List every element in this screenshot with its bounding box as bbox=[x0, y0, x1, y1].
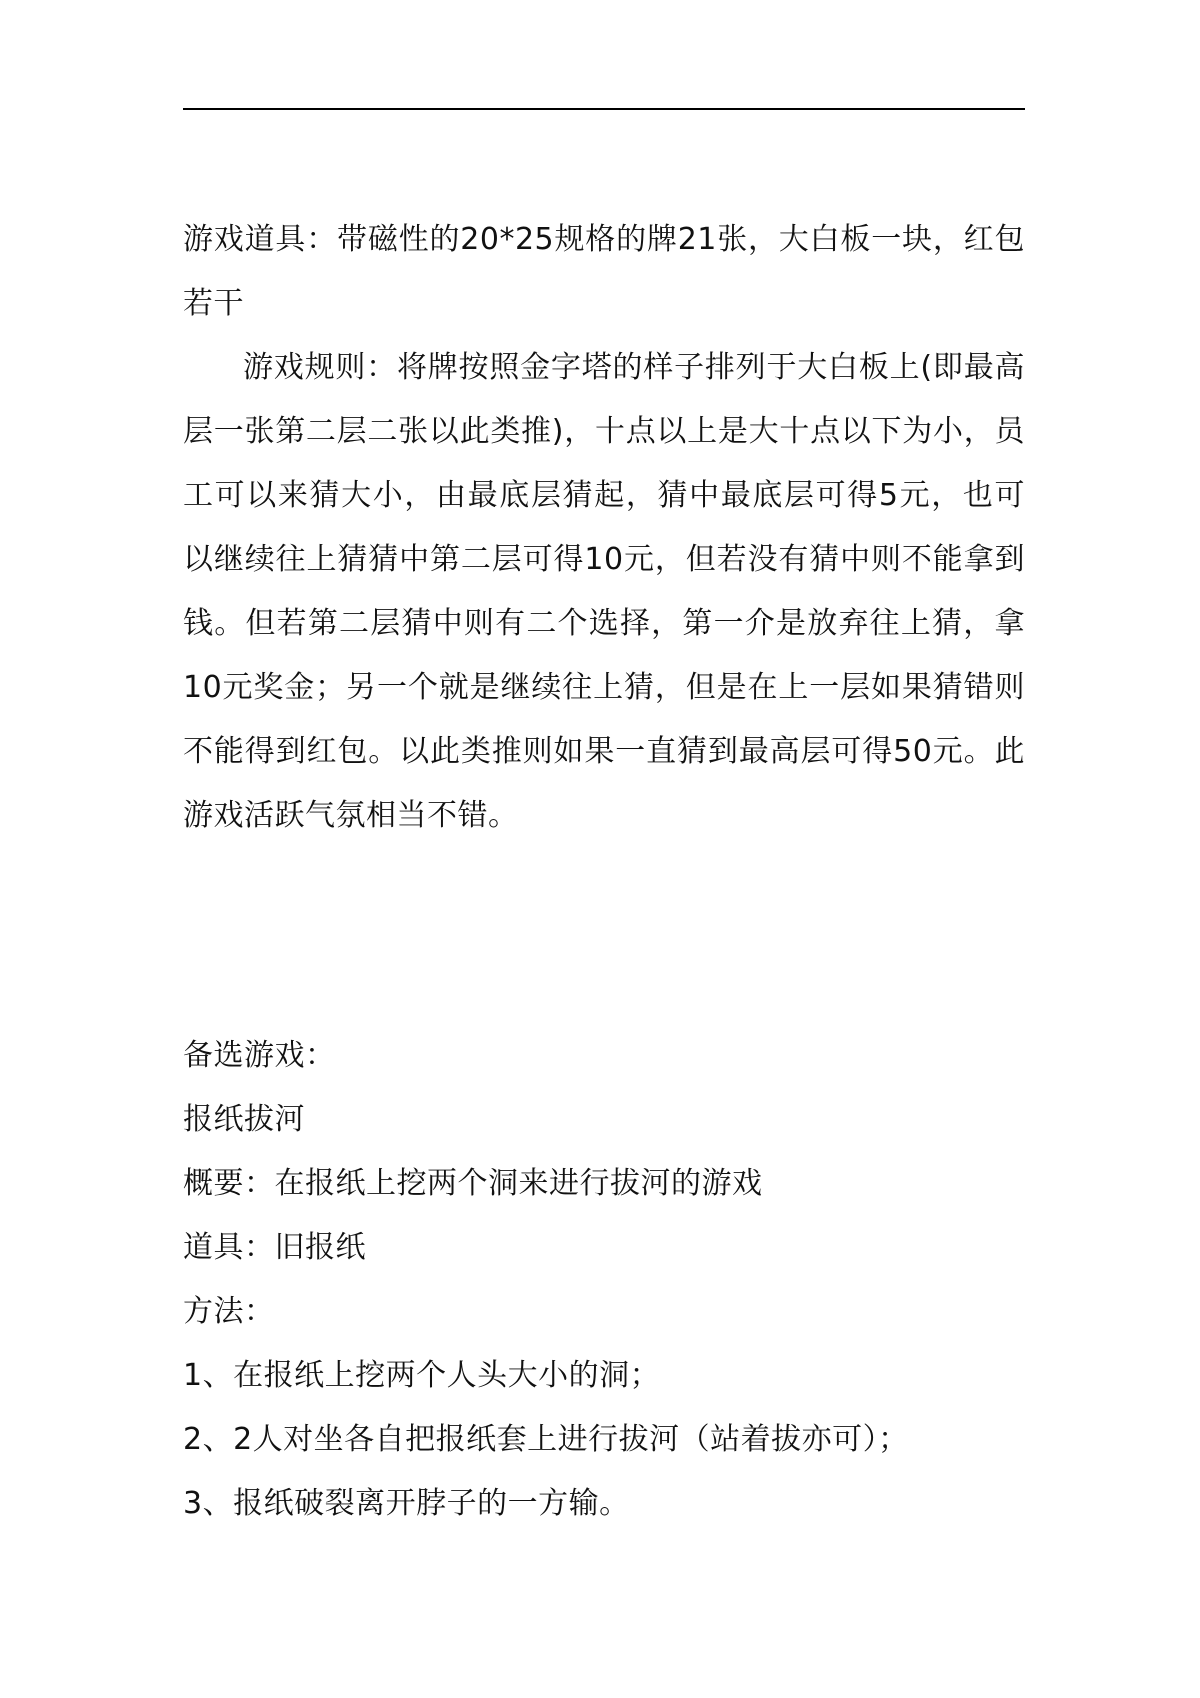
method-step: 3、报纸破裂离开脖子的一方输。 bbox=[183, 1486, 630, 1521]
alt-game-tools: 道具：旧报纸 bbox=[183, 1230, 366, 1265]
alt-game-summary: 概要：在报纸上挖两个洞来进行拔河的游戏 bbox=[183, 1166, 763, 1201]
alt-game-title: 报纸拔河 bbox=[183, 1102, 305, 1137]
alt-games-heading: 备选游戏： bbox=[183, 1038, 336, 1073]
method-step: 1、在报纸上挖两个人头大小的洞； bbox=[183, 1358, 661, 1393]
alt-game-method-label: 方法： bbox=[183, 1294, 275, 1329]
header-rule bbox=[183, 108, 1025, 110]
method-step: 2、2人对坐各自把报纸套上进行拔河（站着拔亦可）； bbox=[183, 1422, 909, 1457]
game-rules-paragraph: 游戏规则：将牌按照金字塔的样子排列于大白板上(即最高层一张第二层二张以此类推)，十点以上是大十点以下为小，员工可以来猜大小，由最底层猜起，猜中最底层可得5元，也可以继续往上猜猜中第二层可得10元，但若没有猜中则不能拿到钱。但若第二层猜中则有二个选择，第一介是放弃往上猜，拿10元奖金；另一个就是继续往上猜，但是在上一层如果猜错则不能得到红包。以此类推则如果一直猜到最高层可得50元。此游戏活跃气氛相当不错。 bbox=[183, 350, 1025, 833]
game-props-paragraph: 游戏道具：带磁性的20*25规格的牌21张，大白板一块，红包若干 bbox=[183, 222, 1025, 321]
